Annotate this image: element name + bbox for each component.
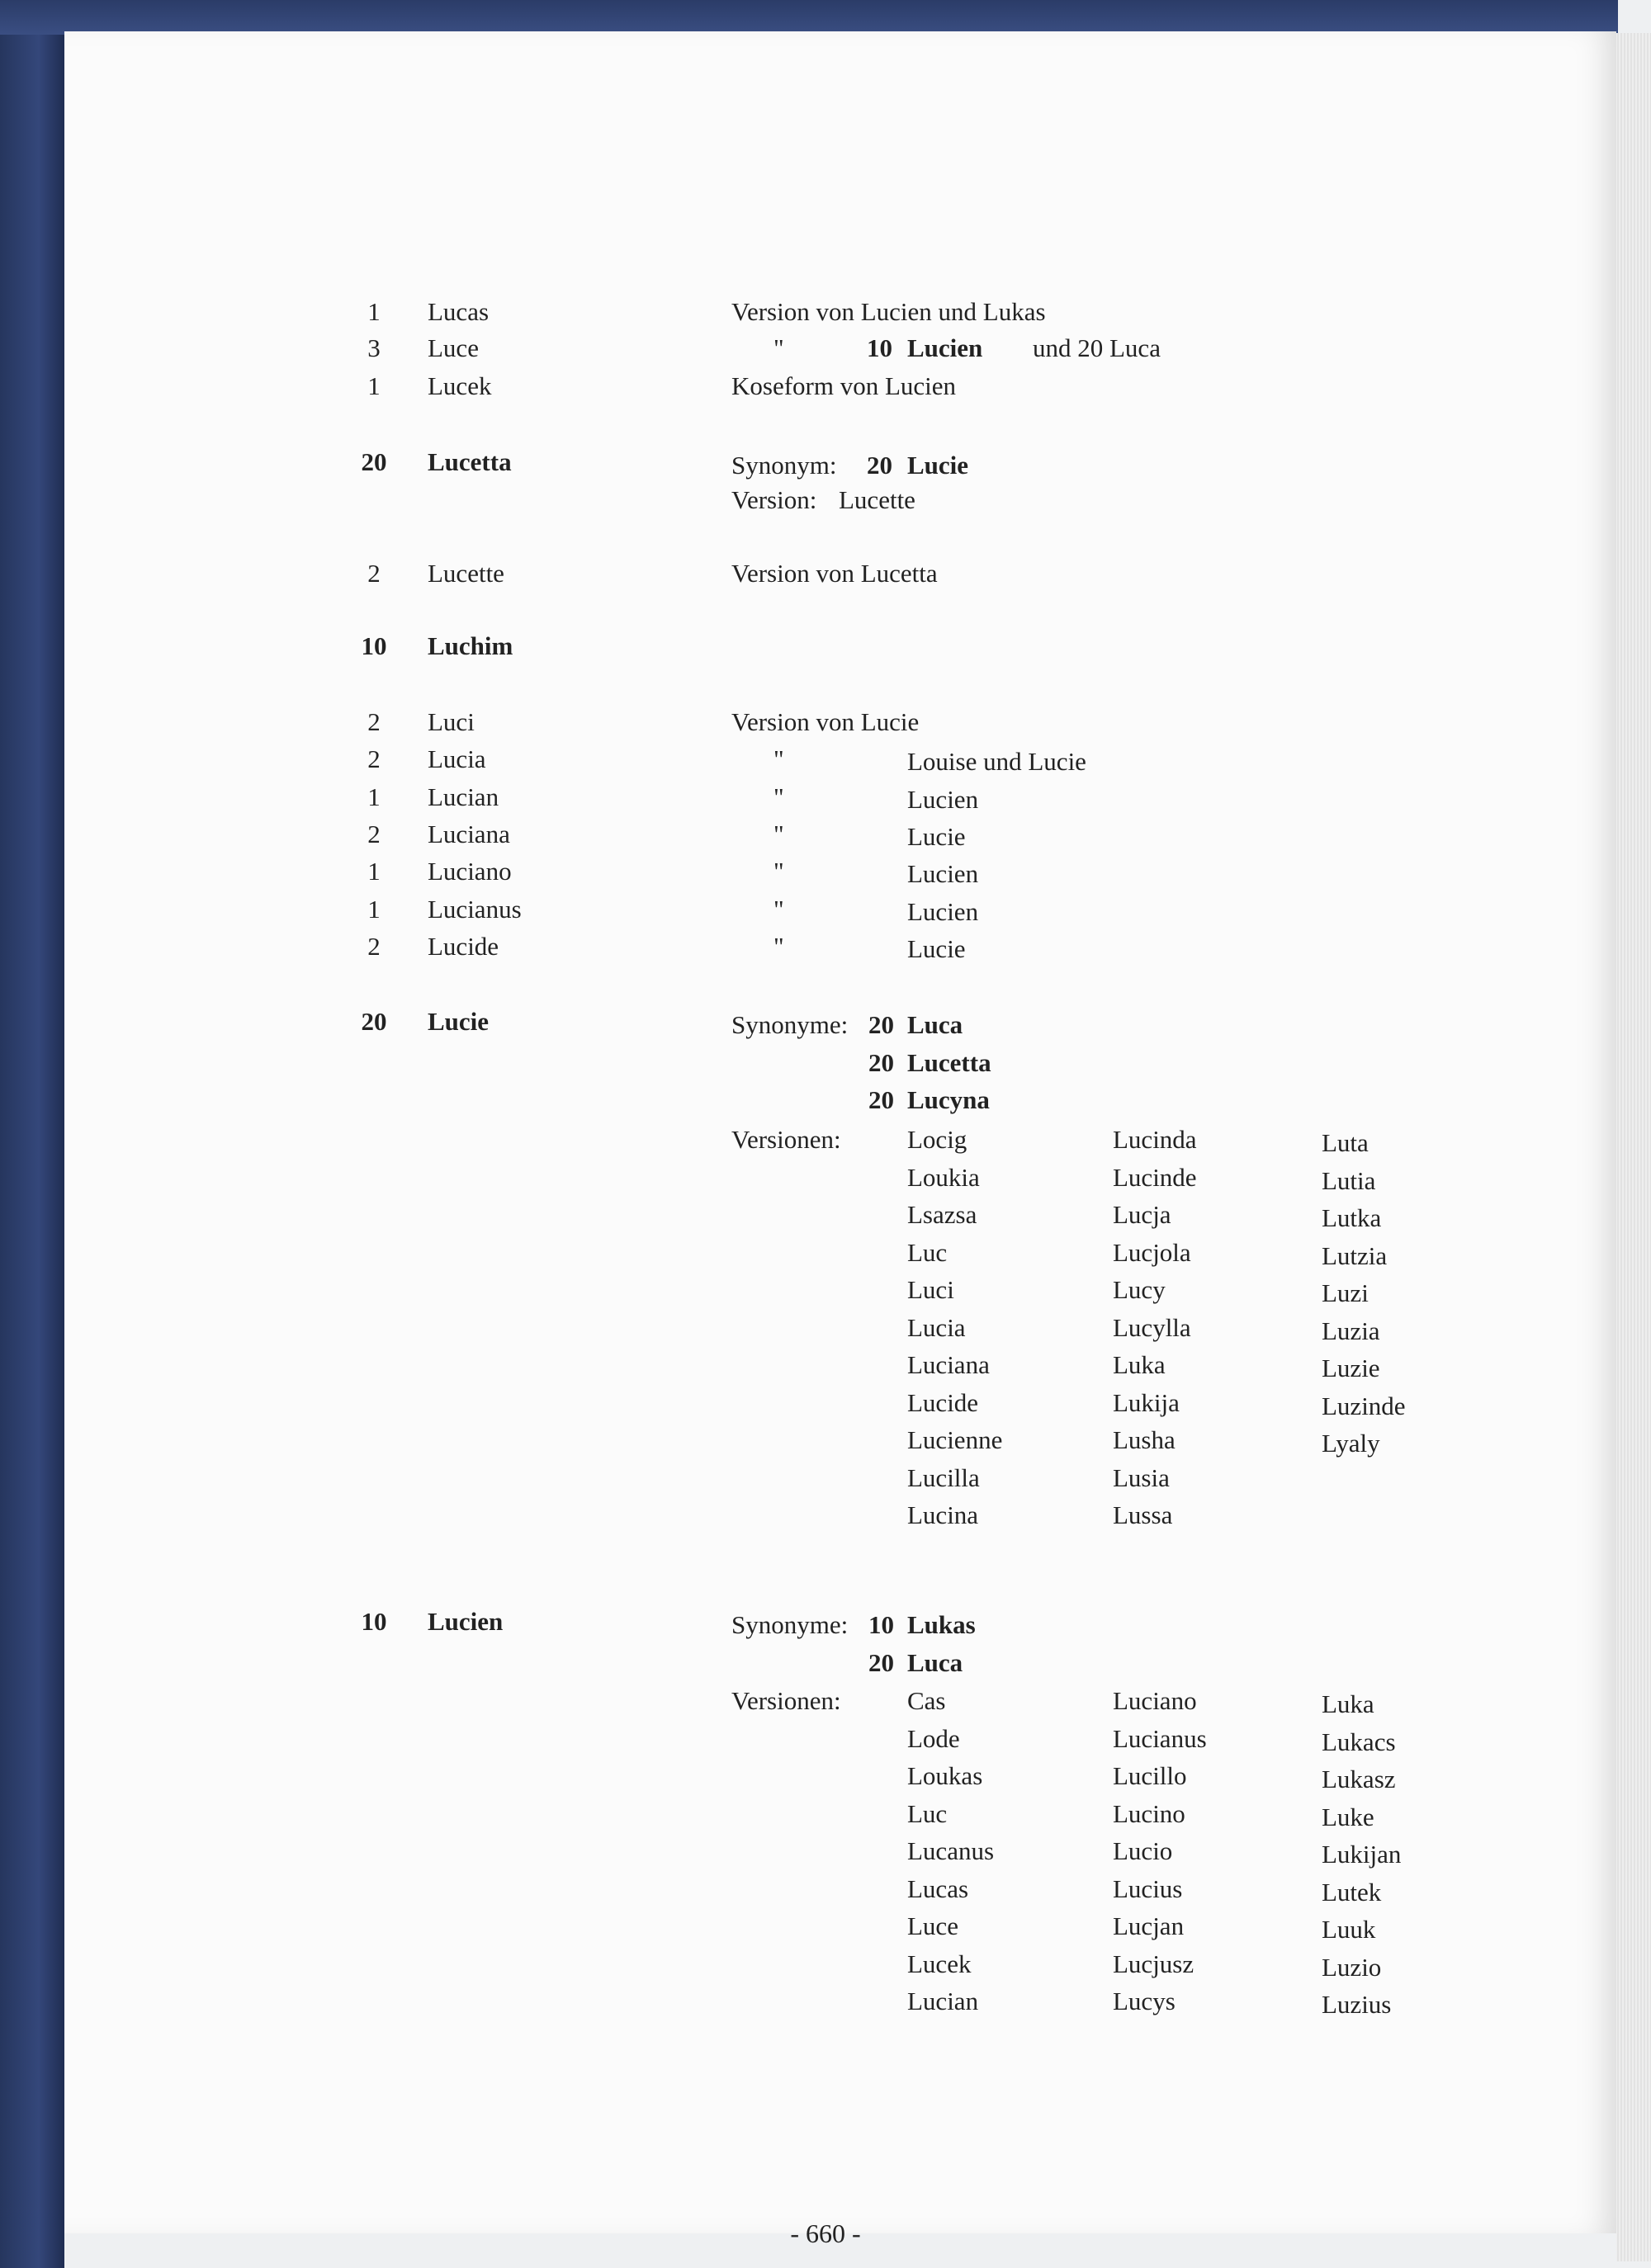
version-name: Lucjusz [1113, 1949, 1194, 1978]
entry-count: 2 [367, 707, 381, 736]
version-name: Lucian [907, 1987, 979, 2015]
synonym-name: Lucetta [907, 1047, 991, 1077]
synonym-name: Luca [907, 1647, 963, 1677]
version-name: Locig [907, 1125, 967, 1154]
version-name: Lucas [907, 1873, 969, 1903]
version-name: Lucianus [1113, 1723, 1207, 1753]
entry-count: 20 [361, 447, 387, 476]
reference-tail: und 20 Luca [1033, 333, 1161, 362]
synonym-name: Lucyna [907, 1085, 990, 1114]
entry-name: Lucek [428, 371, 492, 400]
reference-name: Lucie [907, 822, 966, 851]
reference-count: 10 [867, 333, 892, 362]
lucien-name: Lucien [428, 1607, 504, 1636]
version-name: Luc [907, 1798, 948, 1828]
entry-count: 10 [361, 631, 387, 660]
entry-count: 2 [367, 820, 381, 848]
entry-name: Lucas [428, 297, 490, 326]
version-name: Luciana [907, 1350, 990, 1379]
entry-name: Luchim [428, 631, 513, 660]
entry-count: 2 [367, 559, 381, 588]
version-name: Lukija [1113, 1387, 1180, 1417]
reference-name: Lucien [907, 785, 979, 814]
lucien-count: 10 [361, 1607, 387, 1636]
version-name: Lucide [907, 1387, 979, 1417]
version-name: Lucanus [907, 1836, 995, 1865]
version-name: Luzi [1322, 1278, 1369, 1307]
entry-name: Lucia [428, 744, 486, 773]
version-name: Lucio [1113, 1836, 1173, 1865]
version-name: Lucjan [1113, 1911, 1185, 1940]
version-name: Lucjola [1113, 1237, 1191, 1267]
entry-count: 1 [367, 297, 381, 326]
entry-name: Lucianus [428, 895, 522, 924]
version-name: Lucilla [907, 1462, 980, 1492]
cover-top-edge [0, 0, 1618, 35]
versions-label: Versionen: [731, 1686, 841, 1715]
reference-name: Lucien [907, 859, 979, 888]
version-name: Lucja [1113, 1200, 1171, 1229]
version-name: Luka [1113, 1350, 1166, 1379]
lucie-count: 20 [361, 1007, 387, 1036]
book-binding [0, 0, 64, 2268]
version-name: Lucia [907, 1312, 966, 1342]
version-name: Luzinde [1322, 1391, 1406, 1420]
entry-name: Luciano [428, 857, 512, 886]
entry-name: Luci [428, 707, 475, 736]
synonyms-label: Synonyme: [731, 1610, 849, 1639]
version-name: Lutka [1322, 1203, 1382, 1232]
version-name: Lusia [1113, 1462, 1170, 1492]
ditto-mark: " [773, 895, 784, 924]
version-name: Luce [907, 1911, 958, 1940]
version-name: Lucina [907, 1500, 979, 1529]
entry-name: Luciana [428, 820, 510, 848]
entry-count: 1 [367, 895, 381, 924]
synonym-count: 20 [868, 1085, 894, 1114]
version-name: Lsazsa [907, 1200, 977, 1229]
entry-description: Version von Lucien und Lukas [731, 297, 1046, 326]
version-name: Lucek [907, 1949, 972, 1978]
lucie-name: Lucie [428, 1007, 490, 1036]
version-label: Version: [731, 485, 817, 514]
synonym-count: 20 [868, 1647, 894, 1677]
ditto-mark: " [773, 333, 784, 362]
entry-count: 2 [367, 932, 381, 961]
entry-name: Lucetta [428, 447, 512, 476]
entry-count: 1 [367, 857, 381, 886]
version-name: Loukia [907, 1162, 980, 1192]
version-name: Loukas [907, 1761, 983, 1790]
version-name: Lucys [1113, 1987, 1176, 2015]
version-name: Lucylla [1113, 1312, 1191, 1342]
entry-description: Version von Lucetta [731, 559, 938, 588]
version-name: Lukijan [1322, 1840, 1402, 1869]
entry-name: Lucide [428, 932, 499, 961]
synonym-count: 20 [868, 1047, 894, 1077]
synonym-count: 10 [868, 1610, 894, 1639]
version-name: Lucette [839, 485, 915, 514]
version-name: Luka [1322, 1689, 1374, 1718]
ditto-mark: " [773, 932, 784, 961]
entry-count: 1 [367, 782, 381, 811]
version-name: Lyaly [1322, 1429, 1380, 1458]
version-name: Lucinda [1113, 1125, 1197, 1154]
entry-description: Version von Lucie [731, 707, 920, 736]
version-name: Lucinde [1113, 1162, 1197, 1192]
version-name: Lutia [1322, 1165, 1376, 1195]
version-name: Lussa [1113, 1500, 1173, 1529]
version-name: Lode [907, 1723, 960, 1753]
entry-name: Lucian [428, 782, 499, 811]
version-name: Lutzia [1322, 1240, 1388, 1270]
version-name: Lucino [1113, 1798, 1185, 1828]
version-name: Lucienne [907, 1425, 1003, 1454]
page-edges [1616, 33, 1651, 2261]
ditto-mark: " [773, 820, 784, 848]
version-name: Lukasz [1322, 1765, 1396, 1793]
ditto-mark: " [773, 782, 784, 811]
ditto-mark: " [773, 857, 784, 886]
version-name: Luzius [1322, 1990, 1392, 2019]
version-name: Luc [907, 1237, 948, 1267]
reference-name: Louise und Lucie [907, 747, 1086, 776]
synonym-name: Luca [907, 1010, 963, 1039]
version-name: Luciano [1113, 1686, 1197, 1715]
synonym-name: Lukas [907, 1610, 976, 1639]
version-name: Lukacs [1322, 1727, 1396, 1756]
reference-name: Lucie [907, 934, 966, 963]
entry-name: Lucette [428, 559, 504, 588]
version-name: Luta [1322, 1128, 1369, 1157]
reference-name: Lucien [907, 897, 979, 926]
synonym-name: Lucie [907, 451, 969, 480]
version-name: Luci [907, 1275, 954, 1304]
entry-count: 2 [367, 744, 381, 773]
versions-label: Versionen: [731, 1125, 841, 1154]
version-name: Cas [907, 1686, 946, 1715]
entry-name: Luce [428, 333, 479, 362]
version-name: Luzie [1322, 1354, 1380, 1382]
synonym-count: 20 [868, 1010, 894, 1039]
version-name: Luke [1322, 1802, 1374, 1831]
page-number: - 660 - [790, 2218, 861, 2248]
synonym-count: 20 [867, 451, 892, 480]
version-name: Lucy [1113, 1275, 1166, 1304]
reference-name: Lucien [907, 333, 983, 362]
version-name: Lutek [1322, 1877, 1382, 1907]
ditto-mark: " [773, 744, 784, 773]
synonym-label: Synonym: [731, 451, 837, 480]
entry-count: 1 [367, 371, 381, 400]
version-name: Luzio [1322, 1952, 1382, 1982]
version-name: Luuk [1322, 1915, 1376, 1944]
version-name: Lusha [1113, 1425, 1176, 1454]
entry-count: 3 [367, 333, 381, 362]
entry-description: Koseform von Lucien [731, 371, 957, 400]
version-name: Lucius [1113, 1873, 1183, 1903]
version-name: Lucillo [1113, 1761, 1187, 1790]
version-name: Luzia [1322, 1316, 1380, 1345]
synonyms-label: Synonyme: [731, 1010, 849, 1039]
